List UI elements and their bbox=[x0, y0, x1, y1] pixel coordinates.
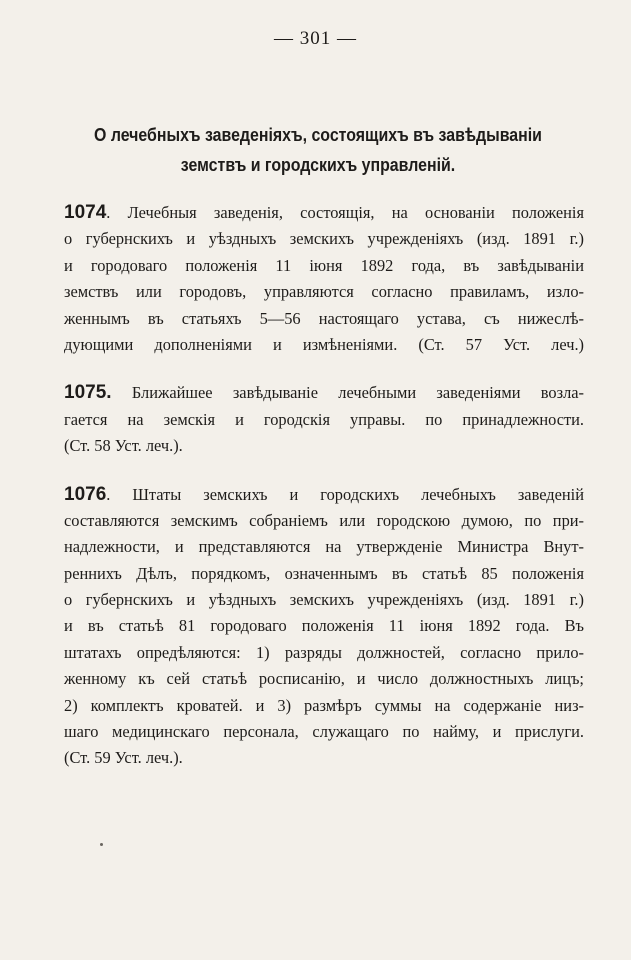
section-heading-line: земствъ и городскихъ управленій. bbox=[180, 154, 456, 175]
article-line: женнымъ въ статьяхъ 5—56 настоящаго устава, съ нижеслѣ- bbox=[64, 308, 584, 328]
article-line: женному къ сей статьѣ росписанію, и число должностныхъ лицъ; bbox=[64, 669, 584, 689]
ink-speck bbox=[100, 843, 103, 846]
article-line: 2) комплектъ кроватей. и 3) размѣръ суммы на содержаніе низ- bbox=[64, 695, 584, 715]
article-1076 bbox=[64, 482, 584, 772]
article-line bbox=[64, 200, 584, 226]
article-number: 1074 bbox=[64, 202, 107, 223]
article-line: составляются земскимъ собраніемъ или городскою думою, по при- bbox=[64, 510, 584, 530]
article-line: штатахъ опредѣляются: 1) разряды должностей, согласно прило- bbox=[64, 642, 584, 662]
article-line-text: . Лечебныя заведенія, состоящія, на основаніи положенія bbox=[106, 203, 584, 222]
article-line bbox=[64, 482, 584, 508]
article-number: 1075. bbox=[64, 382, 112, 404]
article-line: гается на земскія и городскія управы. по принадлежности. bbox=[64, 409, 584, 429]
article-line: (Ст. 58 Уст. леч.). bbox=[64, 436, 183, 456]
article-line: о губернскихъ и уѣздныхъ земскихъ учрежденіяхъ (изд. 1891 г.) bbox=[64, 590, 584, 610]
article-1074 bbox=[64, 200, 584, 358]
article-line: о губернскихъ и уѣздныхъ земскихъ учрежденіяхъ (изд. 1891 г.) bbox=[64, 229, 584, 249]
article-line: и въ статьѣ 81 городоваго положенія 11 іюня 1892 года. Въ bbox=[64, 616, 584, 636]
article-line: дующими дополненіями и измѣненіями. (Ст. 57 Уст. леч.) bbox=[64, 334, 584, 354]
article-line: земствъ или городовъ, управляются согласно правиламъ, изло- bbox=[64, 282, 584, 302]
page-number: — 301 — bbox=[274, 28, 357, 49]
article-line bbox=[64, 380, 584, 406]
article-line: реннихъ Дѣлъ, порядкомъ, означеннымъ въ статьѣ 85 положенія bbox=[64, 563, 584, 583]
article-line: надлежности, и представляются на утвержденіе Министра Внут- bbox=[64, 537, 584, 557]
article-number: 1076 bbox=[64, 483, 107, 505]
article-1075 bbox=[64, 380, 584, 459]
article-line: шаго медицинскаго персонала, служащаго по найму, и прислуги. bbox=[64, 722, 584, 742]
article-line: (Ст. 59 Уст. леч.). bbox=[64, 748, 183, 768]
section-heading bbox=[82, 120, 553, 180]
article-line-text: Ближайшее завѣдываніе лечебными заведеніями возла- bbox=[111, 383, 584, 403]
section-heading-line: О лечебныхъ заведеніяхъ, состоящихъ въ завѣдываніи bbox=[94, 124, 542, 145]
articles bbox=[64, 200, 584, 794]
article-line: и городоваго положенія 11 іюня 1892 года, въ завѣдываніи bbox=[64, 255, 584, 275]
article-line-text: . Штаты земскихъ и городскихъ лечебныхъ заведеній bbox=[106, 484, 584, 504]
